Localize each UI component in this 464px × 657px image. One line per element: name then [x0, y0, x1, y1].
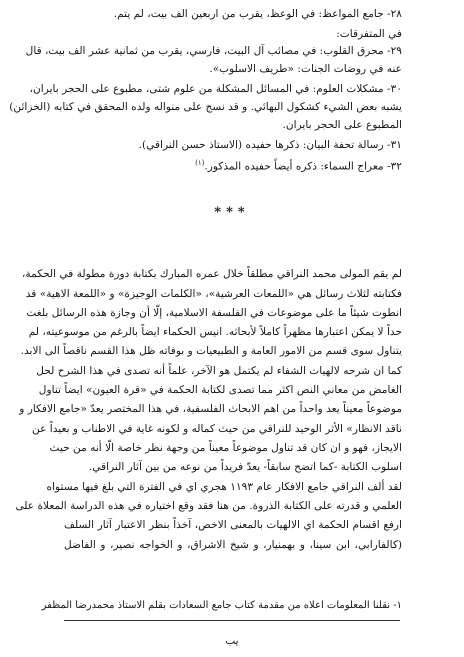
list-item-32 — [195, 155, 402, 175]
section-heading-misc: في المتفرقات: — [336, 28, 402, 40]
list-item-30-cont: يشبه بعض الشيء كشكول البهائي. و قد نسج على منواله ولده المحقق في كتابه (الخزائن) — [9, 101, 402, 113]
footnote-divider — [64, 620, 400, 621]
list-item-28: ٢٨- جامع المواعظ: في الوعظ، يقرب من اربعين الف بيت، لم يتم. — [113, 8, 402, 20]
body-line: لقد ألف النراقي جامع الافكار عام ١١٩٣ هجري اي في الفترة التي بلغ فيها مستواه — [46, 481, 402, 493]
list-item-31: ٣١- رسالة تحفة البيان: ذكرها حفيده (الاستاذ حسن النراقي). — [138, 139, 402, 151]
footnote: ١- نقلنا المعلومات اعلاه من مقدمة كتاب جامع السعادات بقلم الاستاذ محمدرضا المظفر — [41, 600, 402, 611]
body-line: موضوعاً معيناً يعد واحداً من اهم الابحاث الفلسفية، في هذا المختصر يعدّ «جامع الافكار و — [19, 403, 402, 415]
body-line: العلمي و قدرته على الكتابة الذروة. من هنا فقد وقع اختياره في هذه الدراسة المعلاة على — [15, 500, 402, 512]
body-line: ناقد الانظار» الأثر الوحيد للنراقي من حيث كماله و لكونه غاية في الاطناب و بعيداً عن — [32, 423, 402, 435]
body-line: انطوت شيئاً ما على موضوعات في الفلسفة الاسلامية، إلّا أن وجازة هذه الرسائل بلغت — [26, 307, 402, 319]
body-line: يتناول سوى قسم من الامور العامة و الطبيعيات و بوفاته ظل هذا القسم ناقصاً الى الابد. — [20, 345, 402, 357]
list-item-32-text: ٣٢- معراج السماء: ذكره أيضاً حفيده المذكور. — [204, 160, 402, 173]
section-separator: *** — [214, 205, 250, 220]
list-item-29: ٢٩- محرق القلوب: في مصائب آل البيت، فارسي، يقرب من ثمانية عشر الف بيت، قال — [25, 45, 402, 57]
list-item-29-cont: عنه في روضات الجنات: «طريف الاسلوب». — [209, 63, 402, 75]
body-line: (كالفارابي، ابن سينا، و بهمنيار، و شيخ الاشراق، و الخواجه نصير، و الفاضل — [64, 539, 402, 551]
body-line: حداً لا يمكن اعتبارها مظهراً كاملاً لأبحاثه. انيس الحكماء ايضاً بالرغم من موسوعيته، لم — [28, 326, 402, 338]
body-line: ارفع اقسام الحكمة اي الالهيات بالمعنى الاخص، آخذاً بنظر الاعتبار آثار السلف — [64, 519, 402, 531]
body-line: الغامض من معاني النص اكثر مما تصدى لكتابة الحكمة في «قرة العيون» ايضاً تناول — [38, 384, 402, 396]
list-item-30: ٣٠- مشكلات العلوم: في المسائل المشكلة من علوم شتى، مطبوع على الحجر بايران، — [29, 83, 402, 95]
list-item-30-cont2: المطبوع على الحجر بايران. — [282, 119, 402, 131]
body-line: اسلوب الكتابة -كما اتضح سابقاً- يعدّ فريداً من نوعه من بين آثار النراقي. — [88, 461, 402, 473]
body-line: فكتابته لثلاث رسائل هي «اللمعات العرشية»، «الكلمات الوجيزة» و «اللمعة الاهية» قد — [25, 288, 402, 300]
body-line: الايجاز، فهو و ان كان قد تناول موضوعاً معيناً من وجهة نظر خاصة الّا أنه من حيث — [49, 442, 402, 454]
body-line: كما ان شرحه لالهيات الشفاء لم يكتمل هو الآخر، علماً أنه تصدى في هذا الشرح لحل — [36, 365, 402, 377]
footnote-marker: (١) — [195, 159, 205, 167]
body-line: لم يقم المولى محمد النراقي مطلقاً خلال عمره المبارك بكتابة دورة مطولة في الحكمة، — [22, 268, 402, 280]
page-number: يب — [225, 635, 239, 647]
